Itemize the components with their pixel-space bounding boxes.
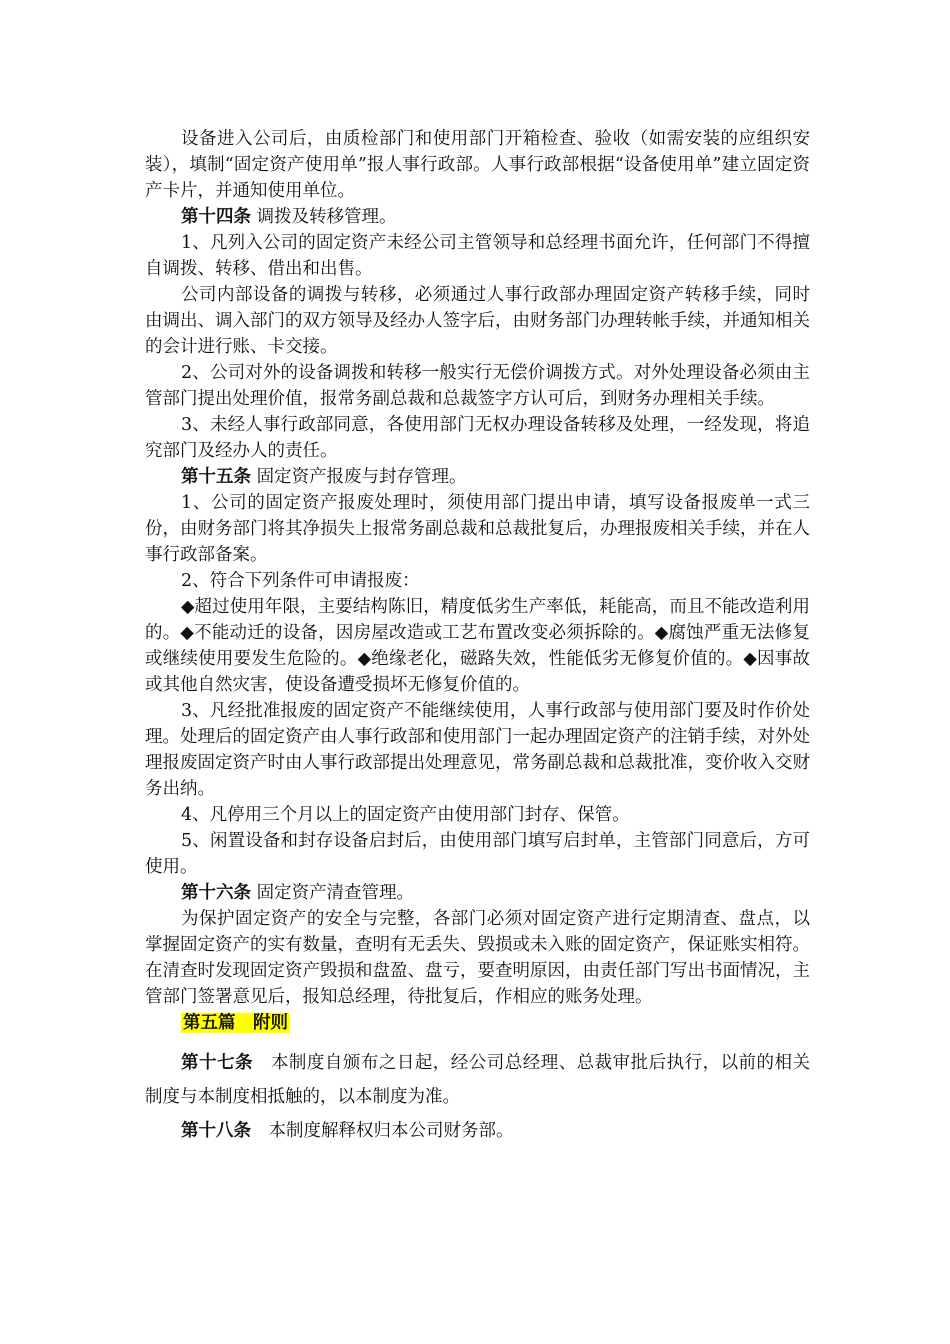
paragraph xyxy=(145,204,810,230)
chapter-heading xyxy=(145,1010,810,1036)
paragraph-text: 固定资产报废与封存管理。 xyxy=(251,467,467,487)
paragraph-text: 本制度自颁布之日起，经公司总经理、总裁审批后执行，以前的相关制度与本制度相抵触的，以本制度为准。 xyxy=(145,1053,811,1107)
paragraph xyxy=(145,906,810,1010)
article-heading: 第十七条 xyxy=(181,1053,253,1073)
article-heading: 第十六条 xyxy=(181,883,251,903)
paragraph xyxy=(145,360,810,412)
paragraph xyxy=(145,412,810,464)
paragraph xyxy=(145,828,810,880)
article-heading: 第十四条 xyxy=(181,207,251,227)
paragraph-text: 2、公司对外的设备调拨和转移一般实行无偿价调拨方式。对外处理设备必须由主管部门提出处理价值，报常务副总裁和总裁签字方认可后，到财务办理相关手续。 xyxy=(145,363,810,409)
paragraph-text: 本制度解释权归本公司财务部。 xyxy=(251,1121,514,1141)
article-heading: 第十八条 xyxy=(181,1121,251,1141)
paragraph-text: 4、凡停用三个月以上的固定资产由使用部门封存、保管。 xyxy=(181,805,630,825)
paragraph xyxy=(145,230,810,282)
paragraph xyxy=(145,1046,810,1114)
article-heading: 第十五条 xyxy=(181,467,251,487)
paragraph-text: 固定资产清查管理。 xyxy=(251,883,415,903)
paragraph-text: 3、未经人事行政部同意，各使用部门无权办理设备转移及处理，一经发现，将追究部门及经办人的责任。 xyxy=(145,415,810,461)
paragraph-text: 调拨及转移管理。 xyxy=(251,207,397,227)
paragraph xyxy=(145,698,810,802)
paragraph-text: 公司内部设备的调拨与转移，必须通过人事行政部办理固定资产转移手续，同时由调出、调入部门的双方领导及经办人签字后，由财务部门办理转帐手续，并通知相关的会计进行账、卡交接。 xyxy=(145,285,810,357)
paragraph xyxy=(145,880,810,906)
paragraph xyxy=(145,802,810,828)
paragraph xyxy=(145,126,810,204)
paragraph xyxy=(145,1114,810,1148)
paragraph xyxy=(145,282,810,360)
paragraph xyxy=(145,490,810,568)
paragraph xyxy=(145,594,810,698)
paragraph-text: 设备进入公司后，由质检部门和使用部门开箱检查、验收（如需安装的应组织安装），填制“固定资产使用单”报人事行政部。人事行政部根据“设备使用单”建立固定资产卡片，并通知使用单位。 xyxy=(145,129,810,201)
paragraph-text: 2、符合下列条件可申请报废： xyxy=(181,571,420,591)
paragraph xyxy=(145,464,810,490)
appendix-section xyxy=(145,1046,810,1148)
paragraph-text: 3、凡经批准报废的固定资产不能继续使用，人事行政部与使用部门要及时作价处理。处理后的固定资产由人事行政部和使用部门一起办理固定资产的注销手续，对外处理报废固定资产时由人事行政部提出处理意见，常务副总裁和总裁批准，变价收入交财务出纳。 xyxy=(145,701,810,799)
document-body xyxy=(145,126,810,1036)
paragraph-text: 5、闲置设备和封存设备启封后，由使用部门填写启封单，主管部门同意后，方可使用。 xyxy=(145,831,810,877)
chapter-title: 第五篇 附则 xyxy=(183,1013,288,1033)
paragraph-text: 为保护固定资产的安全与完整，各部门必须对固定资产进行定期清查、盘点，以掌握固定资产的实有数量，查明有无丢失、毁损或未入账的固定资产，保证账实相符。在清查时发现固定资产毁损和盘盈、盘亏，要查明原因，由责任部门写出书面情况，主管部门签署意见后，报知总经理，待批复后，作相应的账务处理。 xyxy=(145,909,810,1007)
paragraph-text: ◆超过使用年限，主要结构陈旧，精度低劣生产率低，耗能高，而且不能改造利用的。◆不能动迁的设备，因房屋改造或工艺布置改变必须拆除的。◆腐蚀严重无法修复或继续使用要发生危险的。◆绝缘老化，磁路失效，性能低劣无修复价值的。◆因事故或其他自然灾害，使设备遭受损坏无修复价值的。 xyxy=(145,597,810,695)
paragraph-text: 1、凡列入公司的固定资产未经公司主管领导和总经理书面允许，任何部门不得擅自调拨、转移、借出和出售。 xyxy=(145,233,810,279)
paragraph xyxy=(145,568,810,594)
paragraph-text: 1、公司的固定资产报废处理时，须使用部门提出申请，填写设备报废单一式三份，由财务部门将其净损失上报常务副总裁和总裁批复后，办理报废相关手续，并在人事行政部备案。 xyxy=(145,493,810,565)
